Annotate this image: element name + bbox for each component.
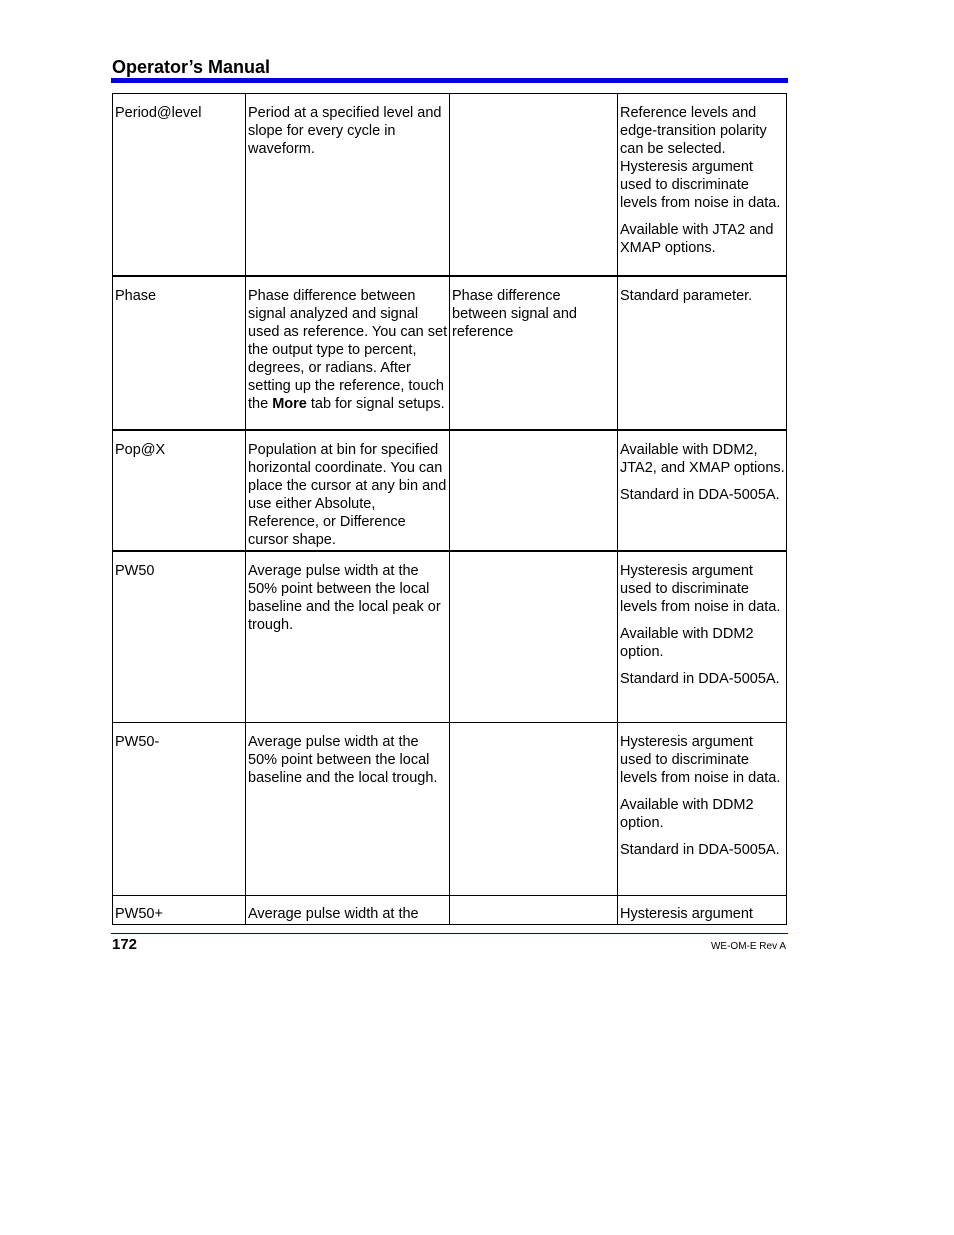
definition-cell: Average pulse width at the 50% point between the local baseline and the local trough. bbox=[246, 723, 450, 896]
table-row bbox=[113, 276, 787, 430]
more-tab-label: More bbox=[272, 395, 307, 412]
parameter-name-cell: PW50+ bbox=[113, 896, 246, 925]
parameter-table bbox=[112, 93, 787, 925]
header-rule bbox=[111, 78, 788, 83]
notes-cell bbox=[450, 430, 618, 551]
page-header-title: Operator’s Manual bbox=[112, 57, 271, 77]
table-row bbox=[113, 430, 787, 551]
notes-cell bbox=[450, 551, 618, 723]
notes-cell bbox=[450, 896, 618, 925]
table-row bbox=[113, 896, 787, 925]
notes-cell bbox=[450, 723, 618, 896]
parameter-name-cell: Pop@X bbox=[113, 430, 246, 551]
availability-cell: Available with DDM2, JTA2, and XMAP options. Standard in DDA-5005A. bbox=[618, 430, 787, 551]
definition-cell: Average pulse width at the bbox=[246, 896, 450, 925]
parameter-name-cell: Period@level bbox=[113, 94, 246, 276]
availability-cell: Hysteresis argument bbox=[618, 896, 787, 925]
document-id: WE-OM-E Rev A bbox=[710, 941, 786, 952]
availability-cell: Reference levels and edge-transition polarity can be selected. Hysteresis argument used to discriminate levels from noise in data. Available with JTA2 and XMAP options. bbox=[618, 94, 787, 276]
definition-cell: Phase difference between signal analyzed and signal used as reference. You can set the output type to percent, degrees, or radians. After setting up the reference, touch the More tab for signal setups. bbox=[246, 276, 450, 430]
table-row bbox=[113, 551, 787, 723]
parameter-name-cell: PW50 bbox=[113, 551, 246, 723]
table-row bbox=[113, 94, 787, 276]
notes-cell bbox=[450, 94, 618, 276]
availability-cell: Hysteresis argument used to discriminate levels from noise in data. Available with DDM2 option. Standard in DDA-5005A. bbox=[618, 551, 787, 723]
definition-cell: Period at a specified level and slope for every cycle in waveform. bbox=[246, 94, 450, 276]
parameter-name-cell: Phase bbox=[113, 276, 246, 430]
page-number: 172 bbox=[112, 936, 138, 953]
table-row bbox=[113, 723, 787, 896]
availability-cell: Hysteresis argument used to discriminate levels from noise in data. Available with DDM2 option. Standard in DDA-5005A. bbox=[618, 723, 787, 896]
notes-cell: Phase difference between signal and reference bbox=[450, 276, 618, 430]
footer-rule bbox=[111, 933, 788, 934]
definition-cell: Population at bin for specified horizontal coordinate. You can place the cursor at any bin and use either Absolute, Reference, or Difference cursor shape. bbox=[246, 430, 450, 551]
definition-cell: Average pulse width at the 50% point between the local baseline and the local peak or trough. bbox=[246, 551, 450, 723]
parameter-name-cell: PW50- bbox=[113, 723, 246, 896]
availability-cell: Standard parameter. bbox=[618, 276, 787, 430]
